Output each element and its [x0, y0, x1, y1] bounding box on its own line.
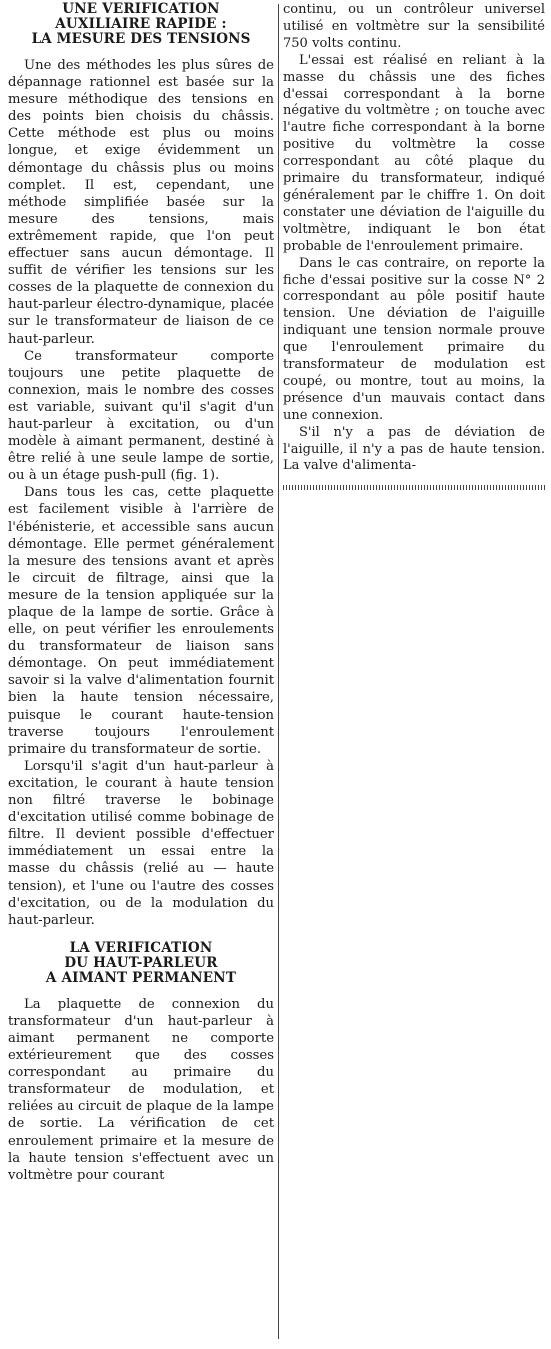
body-paragraph: continu, ou un contrôleur universel utilisé en voltmètre sur la sensibilité 750 volts continu.	[283, 2, 545, 51]
heading-line: UNE VERIFICATION	[62, 1, 220, 17]
heading-line: AUXILIAIRE RAPIDE :	[55, 16, 227, 32]
body-paragraph: S'il n'y a pas de déviation de l'aiguille, il n'y a pas de haute tension. La valve d'alimenta-	[283, 424, 545, 474]
column-divider-rule	[278, 4, 279, 1339]
heading-line: DU HAUT-PARLEUR	[64, 954, 218, 971]
body-paragraph: Dans tous les cas, cette plaquette est facilement visible à l'arrière de l'ébénisterie, et accessible sans aucun démontage. Elle permet généralement la mesure des tensions avant et après le circuit de filtrage, ainsi que la mesure de la tension appliquée sur la plaque de la lampe de sortie. Grâce à elle, on peut vérifier les enroulements du transformateur de liaison sans démontage. On peut immédiatement savoir si la valve d'alimentation fournit bien la haute tension nécessaire, puisque le courant haute-tension traverse toujours l'enroulement primaire du transformateur de sortie.	[8, 485, 274, 757]
heading-line: LA MESURE DES TENSIONS	[31, 31, 251, 47]
body-paragraph: Lorsqu'il s'agit d'un haut-parleur à excitation, le courant à haute tension non filtré traverse le bobinage d'excitation utilisé comme bobinage de filtre. Il devient possible d'effectuer immédiatement un essai entre la masse du châssis (relié au — haute tension), et l'une ou l'autre des cosses d'excitation, ou de la modulation du haut-parleur.	[8, 758, 274, 928]
body-paragraph: Ce transformateur comporte toujours une petite plaquette de connexion, mais le nombre des cosses est variable, suivant qu'il s'agit d'un haut-parleur à excitation, ou d'un modèle à aimant permanent, destiné à être relié à une seule lampe de sortie, ou à un étage push-pull (fig. 1).	[8, 348, 274, 484]
body-paragraph: Une des méthodes les plus sûres de dépannage rationnel est basée sur la mesure méthodique des tensions en des points bien choisis du châssis. Cette méthode est plus ou moins longue, et exige évidemment un démontage du châssis plus ou moins complet. Il est, cependant, une méthode simplifiée basée sur la mesure des tensions, mais extrêmement rapide, que l'on peut effectuer sans aucun démontage. Il suffit de vérifier les tensions sur les cosses de la plaquette de connexion du haut-parleur électro-dynamique, placée sur le transformateur de liaison de ce haut-parleur.	[8, 58, 274, 347]
section-heading-voltage-measurement	[8, 2, 274, 47]
left-column	[8, 2, 274, 1184]
section-heading-permanent-magnet-speaker	[8, 941, 274, 986]
body-paragraph: Dans le cas contraire, on reporte la fiche d'essai positive sur la cosse N° 2 correspondant au pôle positif haute tension. Une déviation de l'aiguille indiquant une tension normale prouve que l'enroulement primaire du transformateur de modulation est coupé, ou montre, tout au moins, la présence d'un mauvais contact dans une connexion.	[283, 255, 545, 423]
right-column	[283, 2, 545, 490]
heading-line: A AIMANT PERMANENT	[45, 969, 237, 986]
body-paragraph: La plaquette de connexion du transformateur d'un haut-parleur à aimant permanent ne comporte extérieurement que des cosses correspondant au primaire du transformateur de modulation, et reliées au circuit de plaque de la lampe de sortie. La vérification de cet enroulement primaire et la mesure de la haute tension s'effectuent avec un voltmètre pour courant	[8, 996, 274, 1183]
body-paragraph: L'essai est réalisé en reliant à la masse du châssis une des fiches d'essai correspondant à la borne négative du voltmètre ; on touche avec l'autre fiche correspondant à la borne positive du voltmètre la cosse correspondant au côté plaque du primaire du transformateur, indiqué généralement par le chiffre 1. On doit constater une déviation de l'aiguille du voltmètre, indiquant le bon état probable de l'enroulement primaire.	[283, 52, 545, 254]
ornamental-divider	[283, 485, 545, 490]
heading-line: LA VERIFICATION	[69, 939, 213, 956]
